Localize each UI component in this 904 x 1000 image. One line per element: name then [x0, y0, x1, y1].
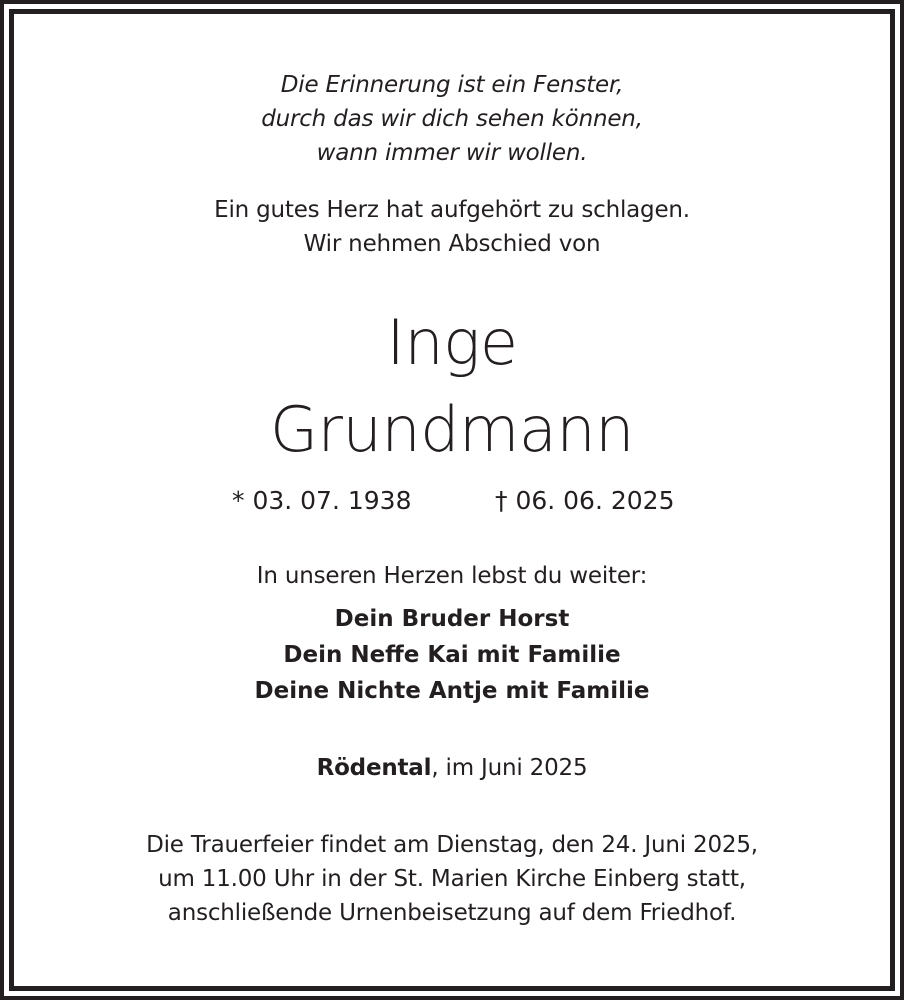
- place-date: [0, 755, 904, 781]
- ceremony-line: um 11.00 Uhr in der St. Marien Kirche Einberg statt,: [158, 866, 746, 892]
- death-date: † 06. 06. 2025: [495, 486, 675, 515]
- last-name: Grundmann: [270, 393, 634, 466]
- quote-line: durch das wir dich sehen können,: [261, 106, 643, 132]
- ceremony-line: anschließende Urnenbeisetzung auf dem Friedhof.: [167, 900, 737, 926]
- place: Rödental: [316, 755, 432, 781]
- mourner: Dein Bruder Horst: [334, 606, 570, 632]
- date: , im Juni 2025: [431, 755, 588, 781]
- quote-line: wann immer wir wollen.: [316, 140, 588, 166]
- mourners-intro: In unseren Herzen lebst du weiter:: [256, 563, 648, 589]
- first-name: Inge: [386, 306, 518, 379]
- mourner: Deine Nichte Antje mit Familie: [254, 678, 650, 704]
- birth-date: * 03. 07. 1938: [232, 486, 412, 515]
- mourner: Dein Neffe Kai mit Familie: [283, 642, 621, 668]
- intro-line: Wir nehmen Abschied von: [303, 231, 601, 257]
- ceremony-line: Die Trauerfeier findet am Dienstag, den 24. Juni 2025,: [146, 832, 758, 858]
- intro-line: Ein gutes Herz hat aufgehört zu schlagen.: [214, 197, 690, 223]
- quote-line: Die Erinnerung ist ein Fenster,: [280, 72, 624, 98]
